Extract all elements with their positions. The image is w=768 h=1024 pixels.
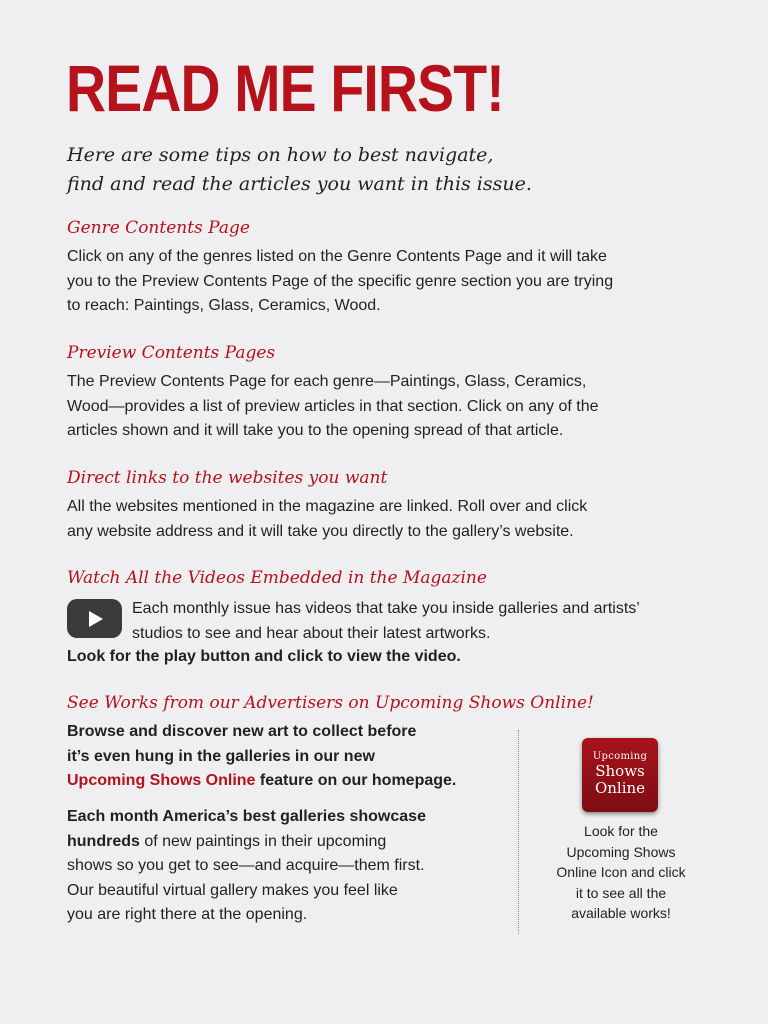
intro-line: Here are some tips on how to best navigate, [67,144,494,166]
adv-p2-line: you are right there at the opening. [67,906,308,923]
play-button-icon[interactable] [67,599,122,638]
preview-heading: Preview Contents Pages [67,343,276,363]
preview-body [67,370,727,444]
videos-body [132,597,732,646]
uso-caption [540,821,702,924]
links-heading: Direct links to the websites you want [67,468,388,488]
genre-line: to reach: Paintings, Glass, Ceramics, Wood. [67,297,381,314]
page-title: READ ME FIRST! [66,51,504,125]
uso-icon-line1: Upcoming [592,751,648,762]
links-body [67,495,727,544]
intro-text [67,141,707,199]
videos-heading: Watch All the Videos Embedded in the Magazine [67,568,487,588]
adv-p2-line [67,830,507,855]
preview-line: The Preview Contents Page for each genre—Paintings, Glass, Ceramics, [67,373,587,390]
uso-caption-line: it to see all the [575,884,667,901]
uso-icon-line2: Shows [595,762,645,780]
links-line: any website address and it will take you directly to the gallery’s website. [67,522,574,540]
advertisers-para-1 [67,720,507,794]
adv-p1-line [67,769,507,794]
advertisers-para-2 [67,805,507,928]
links-line: All the websites mentioned in the magazine are linked. Roll over and click [67,498,588,515]
adv-p2-line: shows so you get to see—and acquire—them first. [67,857,425,874]
genre-body [67,245,727,319]
adv-p1-line: it’s even hung in the galleries in our new [67,747,375,765]
genre-heading: Genre Contents Page [67,218,250,238]
adv-p2-bold: hundreds [67,832,140,850]
uso-icon-line3: Online [594,779,646,797]
genre-line: you to the Preview Contents Page of the specific genre section you are trying [67,272,614,290]
advertisers-heading: See Works from our Advertisers on Upcoming Shows Online! [67,693,594,713]
upcoming-shows-online-icon[interactable] [582,738,658,812]
adv-p2-rest: of new paintings in their upcoming [139,832,387,850]
column-divider [518,730,519,934]
preview-line: Wood—provides a list of preview articles in that section. Click on any of the [67,397,599,415]
videos-cta: Look for the play button and click to view the video. [67,648,461,665]
upcoming-shows-online-link[interactable]: Upcoming Shows Online [67,772,256,789]
uso-caption-line: available works! [571,905,671,921]
uso-caption-line: Upcoming Shows [566,843,676,860]
intro-line: find and read the articles you want in this issue. [67,173,532,195]
adv-p1-line: Browse and discover new art to collect before [67,723,417,740]
uso-caption-line: Online Icon and click [556,864,686,880]
preview-line: articles shown and it will take you to the opening spread of that article. [67,422,564,439]
genre-line: Click on any of the genres listed on the Genre Contents Page and it will take [67,248,607,265]
adv-p2-line: Each month America’s best galleries showcase [67,808,426,825]
videos-line: Each monthly issue has videos that take you inside galleries and artists’ [132,600,640,617]
adv-p2-line: Our beautiful virtual gallery makes you feel like [67,881,398,899]
adv-p1-tail: feature on our homepage. [255,772,457,789]
videos-line: studios to see and hear about their latest artworks. [132,624,491,642]
uso-caption-line: Look for the [584,823,658,839]
